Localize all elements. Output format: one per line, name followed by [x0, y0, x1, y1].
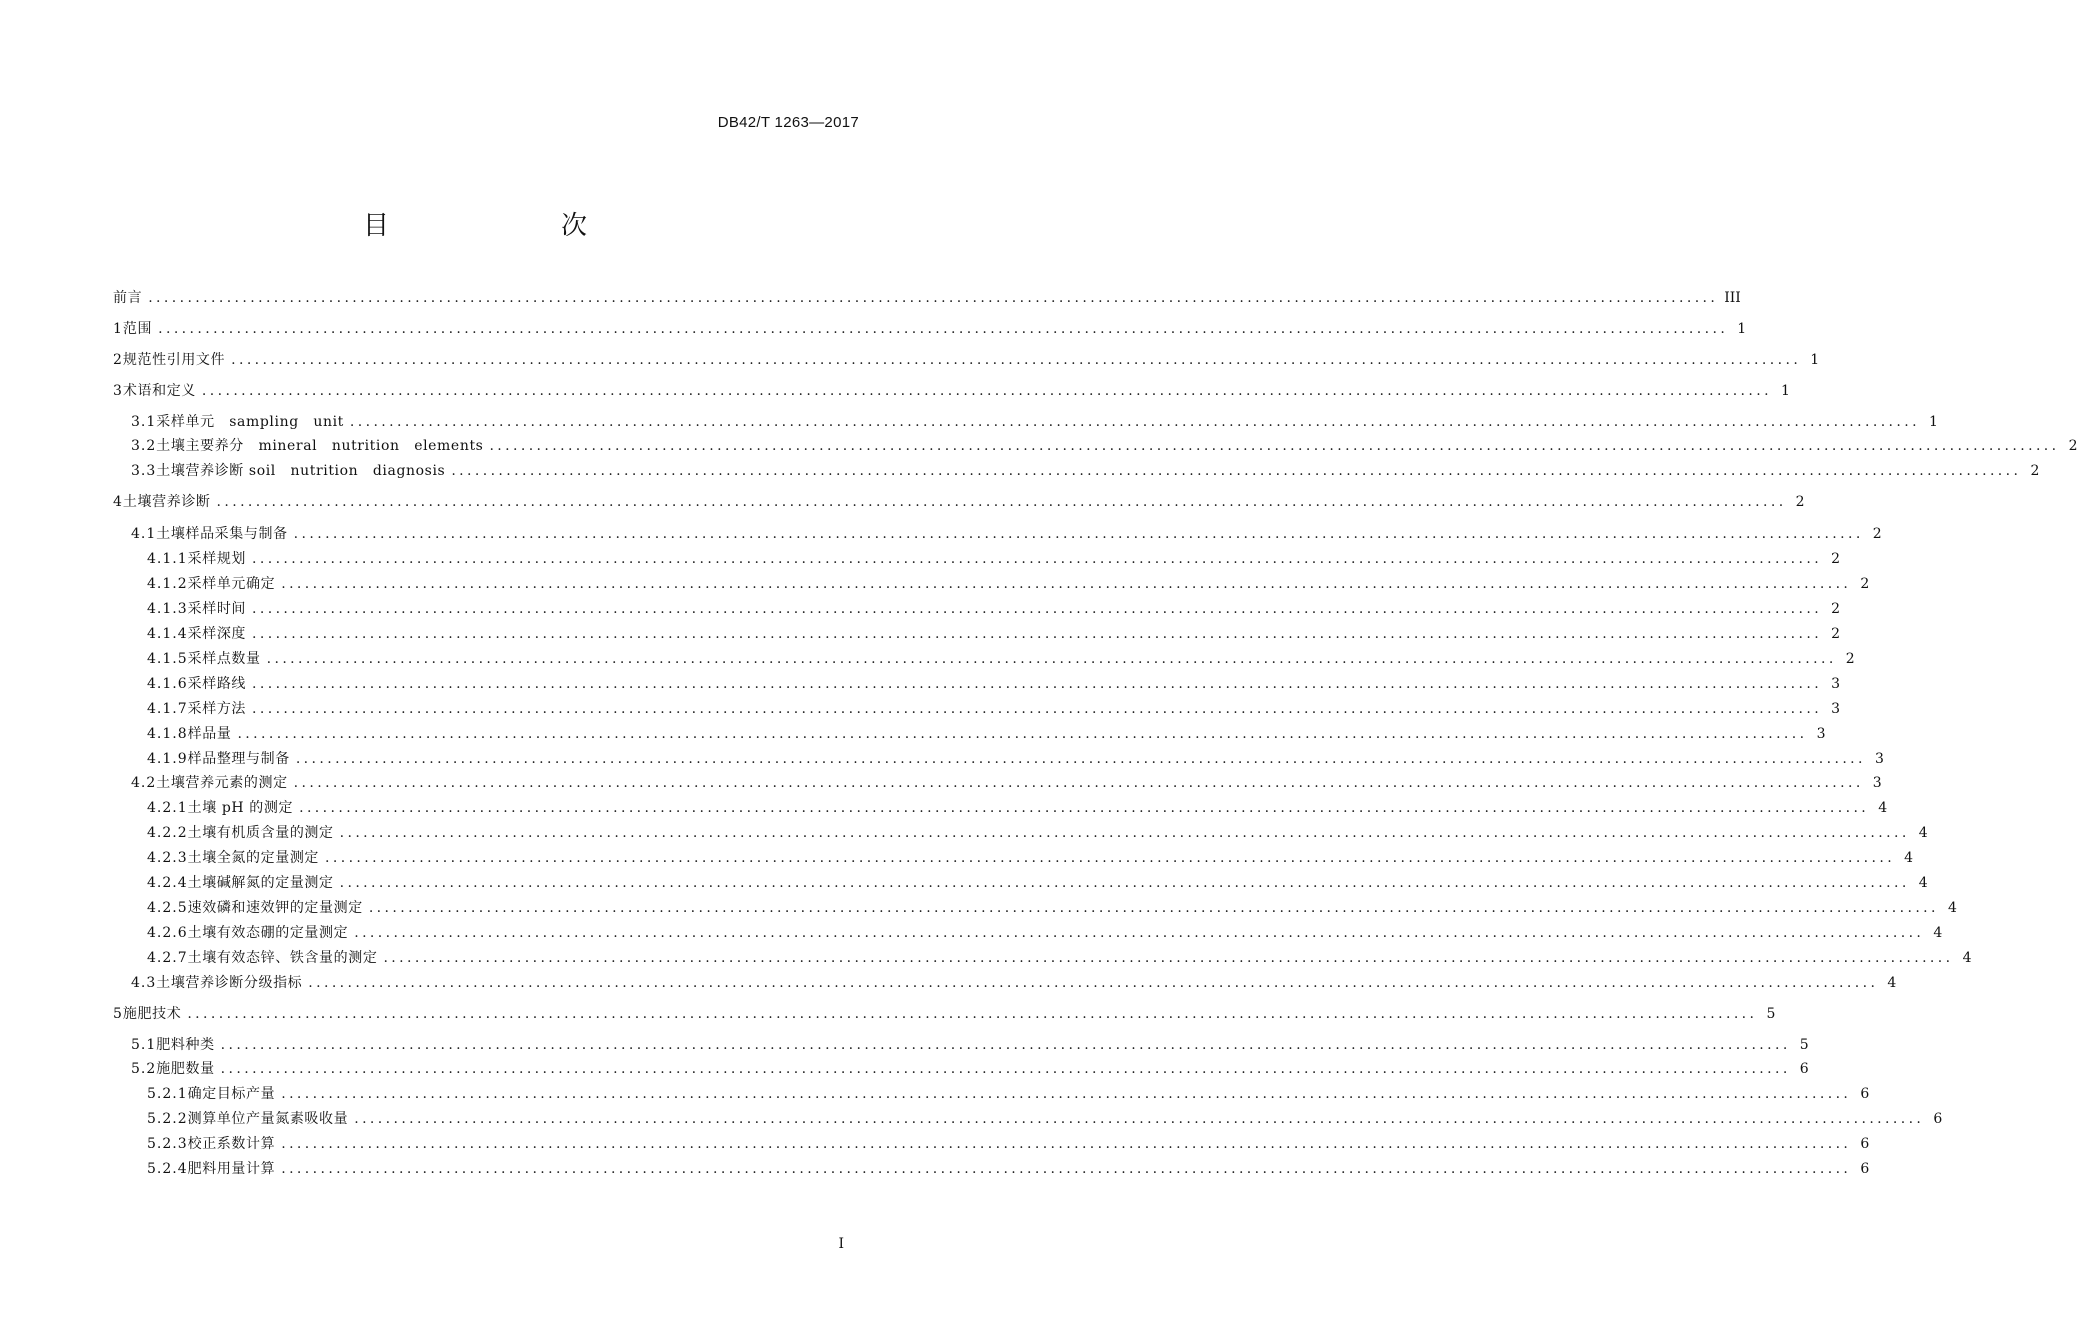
toc-entry-label: 前言 [113, 290, 143, 306]
toc-entry-number: 4.1 [131, 526, 157, 542]
toc-entry-label: 土壤全氮的定量测定 [187, 850, 320, 866]
toc-entry-label: 土壤主要养分 mineral nutrition elements [156, 438, 484, 454]
toc-entry-number: 4.1.7 [147, 701, 188, 717]
toc-entry-page: 4 [1918, 825, 1928, 841]
toc-entry-label: 施肥数量 [156, 1061, 215, 1077]
toc-entry[interactable] [113, 286, 1741, 310]
toc-entry-page: 4 [1878, 800, 1888, 816]
toc-leader-dots: ........................................................................................................................................................................................................ [295, 751, 1866, 767]
toc-leader-dots: ........................................................................................................................................................................................................ [339, 825, 1910, 841]
toc-entry-label: 采样单元确定 [187, 576, 276, 592]
toc-leader-dots: ........................................................................................................................................................................................................ [349, 414, 1920, 430]
toc-entry-label: 采样点数量 [187, 651, 261, 667]
toc-entry-label: 确定目标产量 [187, 1086, 276, 1102]
toc-entry-number: 4.2.3 [147, 850, 188, 866]
toc-leader-dots: ........................................................................................................................................................................................................ [293, 775, 1864, 791]
toc-entry[interactable] [131, 1057, 1809, 1081]
toc-entry-page: 3 [1816, 726, 1826, 742]
page-folio: I [838, 1236, 844, 1252]
toc-entry-number: 4.2.2 [147, 825, 188, 841]
toc-entry-page: 1 [1810, 352, 1820, 368]
toc-leader-dots: ........................................................................................................................................................................................................ [252, 551, 1823, 567]
toc-entry-number: 4.2 [131, 775, 157, 791]
toc-entry[interactable] [147, 747, 1884, 771]
toc-entry-label: 采样时间 [187, 601, 247, 617]
toc-entry-label: 土壤有效态锌、铁含量的测定 [187, 950, 378, 966]
toc-entry-number: 3.2 [131, 438, 157, 454]
toc-entry-label: 土壤有机质含量的测定 [187, 825, 334, 841]
toc-leader-dots: ........................................................................................................................................................................................................ [220, 1061, 1791, 1077]
toc-entry-number: 3.1 [131, 414, 157, 430]
toc-entry-label: 肥料用量计算 [187, 1161, 276, 1177]
toc-entry-page: 5 [1799, 1037, 1809, 1053]
toc-entry-number: 4.1.9 [147, 751, 188, 767]
toc-entry[interactable] [147, 647, 1855, 671]
toc-entry-page: 2 [2068, 438, 2078, 454]
toc-leader-dots: ........................................................................................................................................................................................................ [293, 526, 1864, 542]
toc-entry[interactable] [147, 572, 1870, 596]
toc-leader-dots: ........................................................................................................................................................................................................ [252, 626, 1823, 642]
toc-entry-number: 4.1.1 [147, 551, 188, 567]
toc-leader-dots: ........................................................................................................................................................................................................ [339, 875, 1910, 891]
toc-entry[interactable] [131, 434, 2078, 458]
toc-entry-page: 4 [1947, 900, 1957, 916]
toc-entry-number: 5.2.3 [147, 1136, 188, 1152]
toc-entry-page: 2 [1831, 601, 1841, 617]
toc-entry-page: 2 [1872, 526, 1882, 542]
toc-entry-label: 土壤营养诊断 [122, 494, 211, 510]
toc-entry-number: 3 [113, 383, 123, 399]
toc-entry-number: 5.2 [131, 1061, 157, 1077]
toc-entry-page: 3 [1831, 676, 1841, 692]
toc-entry-number: 4.1.4 [147, 626, 188, 642]
toc-entry-label: 范围 [122, 321, 153, 337]
toc-entry[interactable] [131, 971, 1897, 995]
toc-entry-page: 6 [1799, 1061, 1809, 1077]
toc-entry-page: 4 [1904, 850, 1914, 866]
toc-leader-dots: ........................................................................................................................................................................................................ [216, 494, 1787, 510]
toc-entry-label: 土壤碱解氮的定量测定 [187, 875, 334, 891]
toc-entry-number: 4.1.3 [147, 601, 188, 617]
toc-entry-page: 1 [1781, 383, 1790, 399]
toc-entry[interactable] [147, 622, 1841, 646]
toc-entry-label: 术语和定义 [122, 383, 196, 399]
toc-entry-page: 3 [1874, 751, 1884, 767]
toc-entry[interactable] [147, 821, 1928, 845]
toc-leader-dots: ........................................................................................................................................................................................................ [201, 383, 1772, 399]
toc-entry-number: 4.1.8 [147, 726, 188, 742]
toc-entry-label: 测算单位产量氮素吸收量 [187, 1111, 349, 1127]
toc-leader-dots: ........................................................................................................................................................................................................ [252, 601, 1823, 617]
toc-leader-dots: ........................................................................................................................................................................................................ [354, 925, 1925, 941]
toc-leader-dots: ........................................................................................................................................................................................................ [281, 1086, 1852, 1102]
toc-entry-label: 采样方法 [187, 701, 247, 717]
toc-entry-number: 4 [113, 494, 123, 510]
toc-entry[interactable] [113, 490, 1805, 514]
toc-leader-dots: ........................................................................................................................................................................................................ [383, 950, 1954, 966]
toc-leader-dots: ........................................................................................................................................................................................................ [368, 900, 1939, 916]
toc-leader-dots: ........................................................................................................................................................................................................ [266, 651, 1837, 667]
toc-entry-page: 4 [1887, 975, 1897, 991]
toc-entry-page: 6 [1860, 1086, 1870, 1102]
toc-entry-page: 4 [1918, 875, 1928, 891]
toc-entry-label: 土壤样品采集与制备 [156, 526, 288, 542]
toc-entry-number: 5.2.4 [147, 1161, 188, 1177]
toc-entry-number: 4.2.7 [147, 950, 188, 966]
toc-leader-dots: ........................................................................................................................................................................................................ [308, 975, 1879, 991]
toc-entry-label: 速效磷和速效钾的定量测定 [187, 900, 363, 916]
toc-entry-page: 5 [1766, 1006, 1776, 1022]
toc-entry-label: 土壤营养诊断分级指标 [156, 975, 303, 991]
toc-entry-number: 4.2.6 [147, 925, 188, 941]
toc-entry[interactable] [113, 379, 1790, 403]
toc-entry-number: 4.2.1 [147, 800, 188, 816]
toc-entry-number: 2 [113, 352, 123, 368]
toc-entry[interactable] [147, 672, 1841, 696]
toc-entry-label: 规范性引用文件 [122, 352, 226, 368]
page-title: 目 次 [362, 211, 627, 241]
toc-entry-label: 土壤营养元素的测定 [156, 775, 288, 791]
toc-leader-dots: ........................................................................................................................................................................................................ [252, 676, 1823, 692]
toc-entry-number: 5.1 [131, 1037, 157, 1053]
toc-entry[interactable] [131, 771, 1882, 795]
toc-entry-number: 1 [113, 321, 123, 337]
toc-entry-number: 3.3 [131, 463, 157, 479]
toc-entry-page: 2 [1860, 576, 1870, 592]
toc-entry[interactable] [113, 1002, 1776, 1026]
toc-entry[interactable] [147, 697, 1841, 721]
toc-entry-page: 6 [1933, 1111, 1943, 1127]
toc-entry[interactable] [147, 597, 1841, 621]
standard-code: DB42/T 1263—2017 [717, 114, 859, 131]
toc-entry-page: 2 [1831, 626, 1841, 642]
toc-entry-page: 3 [1872, 775, 1882, 791]
toc-entry[interactable] [147, 896, 1957, 920]
toc-leader-dots: ........................................................................................................................................................................................................ [158, 321, 1729, 337]
toc-entry-page: 2 [1845, 651, 1855, 667]
toc-entry-page: 2 [1831, 551, 1841, 567]
toc-entry-page: 6 [1860, 1136, 1870, 1152]
toc-entry[interactable] [147, 846, 1914, 870]
toc-leader-dots: ........................................................................................................................................................................................................ [148, 290, 1719, 306]
toc-entry[interactable] [131, 410, 1938, 434]
toc-entry[interactable] [147, 1132, 1870, 1156]
toc-entry[interactable] [147, 796, 1888, 820]
toc-entry[interactable] [147, 1157, 1870, 1181]
toc-entry-page: 4 [1962, 950, 1972, 966]
toc-entry-label: 土壤有效态硼的定量测定 [187, 925, 349, 941]
toc-leader-dots: ........................................................................................................................................................................................................ [489, 438, 2060, 454]
toc-leader-dots: ........................................................................................................................................................................................................ [281, 1161, 1852, 1177]
toc-entry-page: 3 [1831, 701, 1841, 717]
toc-entry-number: 4.1.6 [147, 676, 188, 692]
toc-entry-number: 5 [113, 1006, 123, 1022]
toc-leader-dots: ........................................................................................................................................................................................................ [281, 576, 1852, 592]
toc-entry-label: 土壤 pH 的测定 [187, 800, 294, 816]
toc-entry[interactable] [147, 871, 1928, 895]
toc-entry-number: 4.1.2 [147, 576, 188, 592]
toc-entry-number: 4.2.5 [147, 900, 188, 916]
toc-leader-dots: ........................................................................................................................................................................................................ [237, 726, 1808, 742]
toc-entry-page: 4 [1933, 925, 1943, 941]
toc-entry-number: 4.3 [131, 975, 157, 991]
toc-entry[interactable] [131, 459, 2040, 483]
toc-entry[interactable] [147, 547, 1841, 571]
toc-entry[interactable] [113, 317, 1747, 341]
toc-entry-number: 5.2.1 [147, 1086, 188, 1102]
toc-entry-label: 土壤营养诊断 soil nutrition diagnosis [156, 463, 446, 479]
toc-leader-dots: ........................................................................................................................................................................................................ [451, 463, 2022, 479]
toc-leader-dots: ........................................................................................................................................................................................................ [354, 1111, 1925, 1127]
toc-entry-page: III [1724, 290, 1741, 306]
toc-entry-label: 样品整理与制备 [187, 751, 290, 767]
toc-entry-label: 肥料种类 [156, 1037, 215, 1053]
toc-entry[interactable] [131, 1033, 1809, 1057]
toc-leader-dots: ........................................................................................................................................................................................................ [299, 800, 1870, 816]
toc-entry-page: 1 [1929, 414, 1938, 430]
toc-entry-page: 2 [2030, 463, 2040, 479]
toc-entry-label: 样品量 [187, 726, 232, 742]
toc-leader-dots: ........................................................................................................................................................................................................ [231, 352, 1802, 368]
toc-entry-label: 校正系数计算 [187, 1136, 276, 1152]
toc-entry-label: 采样深度 [187, 626, 247, 642]
toc-entry-page: 2 [1795, 494, 1805, 510]
toc-leader-dots: ........................................................................................................................................................................................................ [252, 701, 1823, 717]
toc-entry-label: 采样规划 [187, 551, 247, 567]
toc-leader-dots: ........................................................................................................................................................................................................ [220, 1037, 1791, 1053]
toc-entry-label: 采样路线 [187, 676, 247, 692]
toc-entry-number: 5.2.2 [147, 1111, 188, 1127]
toc-entry[interactable] [131, 522, 1882, 546]
toc-entry[interactable] [147, 1082, 1870, 1106]
toc-entry[interactable] [113, 348, 1820, 372]
toc-entry-label: 施肥技术 [122, 1006, 182, 1022]
toc-leader-dots: ........................................................................................................................................................................................................ [187, 1006, 1758, 1022]
toc-entry[interactable] [147, 946, 1972, 970]
toc-entry-number: 4.2.4 [147, 875, 188, 891]
toc-leader-dots: ........................................................................................................................................................................................................ [281, 1136, 1852, 1152]
toc-entry-page: 1 [1737, 321, 1747, 337]
toc-entry-page: 6 [1860, 1161, 1870, 1177]
toc-entry[interactable] [147, 921, 1943, 945]
toc-entry[interactable] [147, 1107, 1943, 1131]
toc-entry-number: 4.1.5 [147, 651, 188, 667]
toc-entry-label: 采样单元 sampling unit [156, 414, 344, 430]
toc-leader-dots: ........................................................................................................................................................................................................ [325, 850, 1896, 866]
toc-entry[interactable] [147, 722, 1826, 746]
